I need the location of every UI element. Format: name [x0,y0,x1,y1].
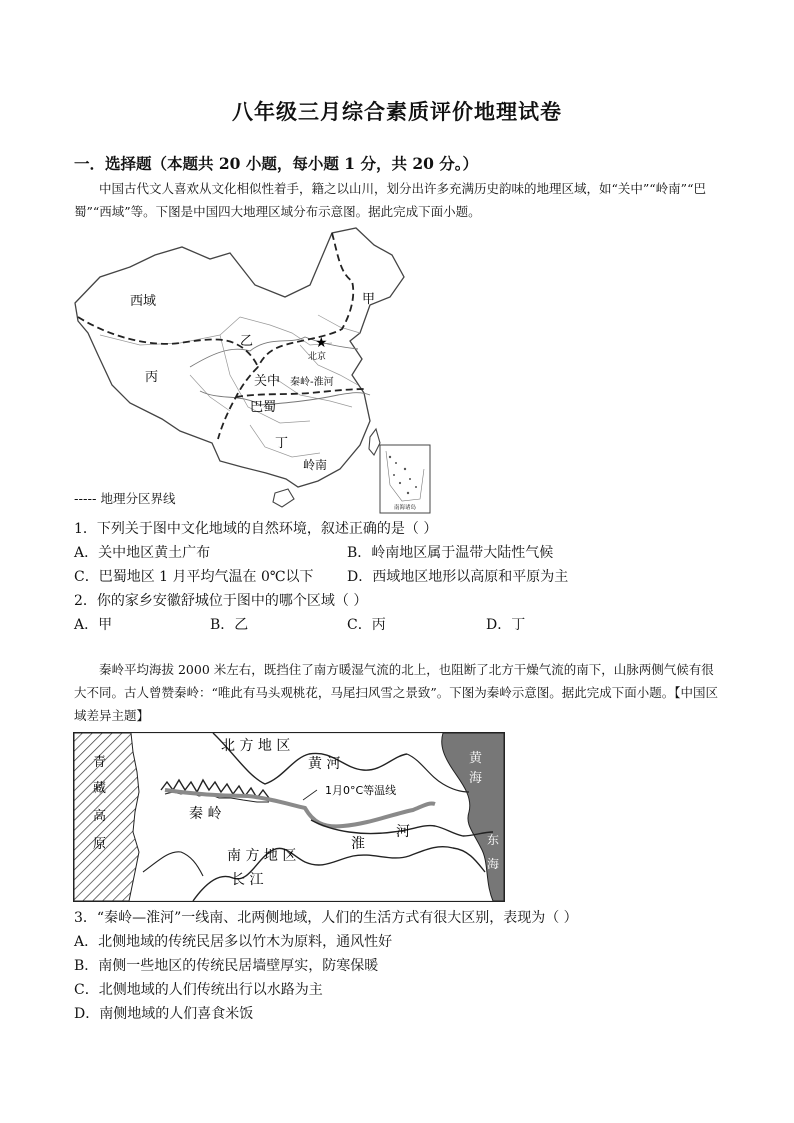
svg-text:藏: 藏 [93,781,107,796]
china-outline [75,228,404,487]
hainan-island [273,489,294,507]
label-jia: 甲 [362,292,376,307]
section-heading: 一．选择题（本题共 20 小题，每小题 1 分，共 20 分。） [74,154,479,173]
label-ding: 丁 [275,436,289,451]
label-qinling-huaihe: 秦岭-淮河 [290,377,334,388]
label-bashu: 巴蜀 [250,400,277,415]
svg-text:东: 东 [487,833,500,847]
label-south: 南 方 地 区 [227,848,297,864]
q3-option-b[interactable]: B．南侧一些地区的传统民居墙壁厚实，防寒保暖 [74,958,379,974]
label-huaihe-2: 河 [396,824,410,840]
legend-label: 地理分区界线 [100,491,176,506]
q3-option-d[interactable]: D．南侧地域的人们喜食米饭 [74,1006,254,1022]
beijing-star-icon: ★ [315,335,328,351]
label-lingnan: 岭南 [303,458,328,472]
q2-option-b[interactable]: B．乙 [210,617,249,633]
label-huaihe-1: 淮 [351,836,365,852]
china-regions-map [70,225,440,515]
svg-text:海: 海 [469,771,483,786]
map1-legend [74,489,176,507]
taiwan-island [369,429,380,455]
label-north: 北 方 地 区 [221,738,291,754]
question-1-stem: 1．下列关于图中文化地域的自然环境，叙述正确的是（ ） [74,521,438,537]
q1-option-d[interactable]: D．西域地区地形以高原和平原为主 [347,569,569,585]
svg-text:原: 原 [93,837,107,852]
intro-passage-1: 中国古代文人喜欢从文化相似性着手，籍之以山川，划分出许多充满历史韵味的地理区域，如“关中”“岭南”“巴蜀”“西域”等。下图是中国四大地理区域分布示意图。据此完成下面小题。 [74,181,706,219]
label-huanghe: 黄 河 [308,756,341,772]
question-3-stem: 3．“秦岭—淮河”一线南、北两侧地域，人们的生活方式有很大区别，表现为（ ） [74,910,578,926]
label-bing: 丙 [145,370,159,385]
question-2-stem: 2．你的家乡安徽舒城位于图中的哪个区域（ ） [74,593,368,609]
q3-option-a[interactable]: A．北侧地域的传统民居多以竹木为原料，通风性好 [74,934,393,950]
q2-option-c[interactable]: C．丙 [347,617,386,633]
label-qinling: 秦 岭 [189,806,222,822]
svg-text:高: 高 [93,809,107,824]
page-title: 八年级三月综合素质评价地理试卷 [232,99,562,124]
plateau-area [74,733,139,901]
dashed-line-icon: ----- [74,491,97,506]
q2-option-a[interactable]: A．甲 [74,617,113,633]
q2-option-d[interactable]: D．丁 [486,617,526,633]
svg-text:青: 青 [93,755,107,770]
label-xiyu: 西域 [130,294,157,309]
label-yi: 乙 [240,334,254,349]
label-isotherm: 1月0°C等温线 [325,784,397,797]
svg-text:海: 海 [487,857,500,871]
intro-passage-2: 秦岭平均海拔 2000 米左右，既挡住了南方暖湿气流的北上，也阻断了北方干燥气流的南下，山脉两侧气候有很大不同。古人曾赞秦岭：“唯此有马头观桃花，马尾扫风雪之景致”。下图为秦岭示意图。据此完成下面小题。【中国区域差异主题】 [74,662,719,723]
q3-option-c[interactable]: C．北侧地域的人们传统出行以水路为主 [74,982,323,998]
label-beijing: 北京 [308,352,327,362]
svg-text:黄: 黄 [469,751,483,766]
label-changjiang: 长 江 [231,872,264,888]
q1-option-a[interactable]: A．关中地区黄土广布 [74,545,211,561]
south-sea-label: 南海诸岛 [393,505,417,511]
qinling-map [73,732,505,902]
label-guanzhong: 关中 [254,374,281,389]
q1-option-c[interactable]: C．巴蜀地区 1 月平均气温在 0℃以下 [74,569,314,585]
q1-option-b[interactable]: B．岭南地区属于温带大陆性气候 [347,545,554,561]
